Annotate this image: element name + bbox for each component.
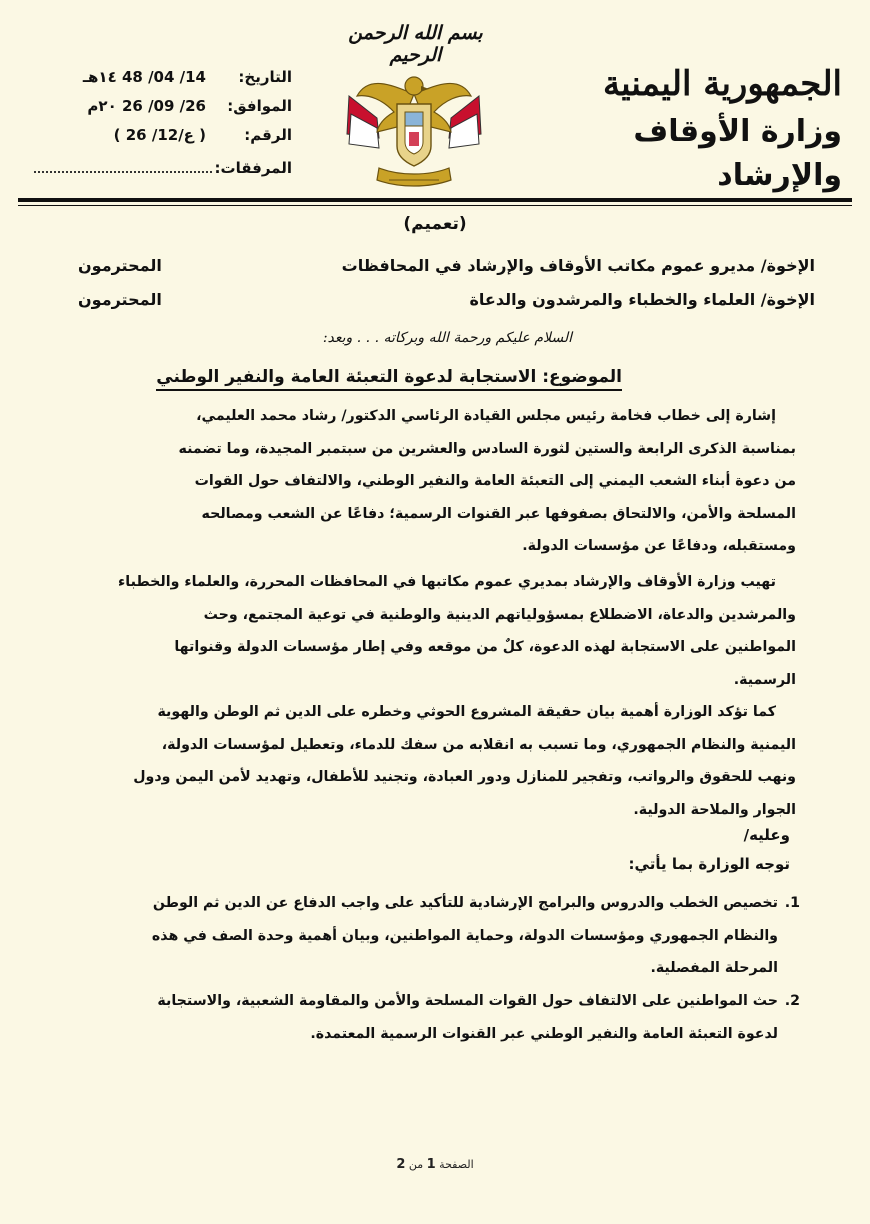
list-number: 1. [784, 895, 800, 911]
list-item-2 [48, 985, 800, 1050]
paragraph-line: الرسمية. [733, 671, 796, 688]
paragraph-2 [50, 566, 796, 696]
attachments-dotted-line [34, 155, 212, 173]
reference-number-row [32, 126, 292, 155]
state-emblem [333, 22, 498, 197]
header-divider-thin [18, 205, 852, 206]
number-label: الرقم: [244, 126, 292, 144]
paragraph-line: بمناسبة الذكرى الرابعة والستين لثورة السادس والعشرين من سبتمبر المجيدة، وما تضمنه [178, 440, 796, 457]
attachments-row [32, 155, 292, 184]
paragraph-line: الجوار والملاحة الدولية. [633, 801, 796, 818]
list-line: والنظام الجمهوري ومؤسسات الدولة، وحماية المواطنين، وبيان أهمية وحدة الصف في هذه [151, 927, 778, 944]
paragraph-line: ومستقبله، ودفاعًا عن مؤسسات الدولة. [522, 538, 796, 554]
letterhead [572, 62, 842, 198]
eagle-emblem-icon [339, 56, 489, 196]
paragraph-line: المسلحة والأمن، والالتحاق بصفوفها عبر القنوات الرسمية؛ دفاعًا عن الشعب ومصالحه [201, 505, 796, 522]
honorific-1: المحترمون [78, 256, 162, 275]
addressee-2: الإخوة/ العلماء والخطباء والمرشدون والدعاة [469, 290, 815, 309]
list-line: حث المواطنين على الالتفاف حول القوات المسلحة والأمن والمقاومة الشعبية، والاستجابة [157, 993, 778, 1009]
page-number [0, 1157, 870, 1172]
list-line: المرحلة المفصلية. [650, 960, 778, 976]
paragraph-line: ونهب للحقوق والرواتب، وتفجير للمنازل ودور العبادة، وتجنيد للأطفال، وتهديد لأمن اليمن ودول [133, 769, 796, 785]
attachments-label: المرفقات: [214, 159, 292, 177]
paragraph-line: تهيب وزارة الأوقاف والإرشاد بمديري عموم مكاتبها في المحافظات المحررة، والعلماء والخطباء [117, 574, 776, 590]
date-label: التاريخ: [238, 68, 292, 86]
list-number: 2. [784, 993, 800, 1009]
ministry-name: وزارة الأوقاف والإرشاد [633, 114, 842, 193]
paragraph-line: كما تؤكد الوزارة أهمية بيان حقيقة المشروع الحوثي وخطره على الدين ثم الوطن والهوية [157, 704, 776, 720]
republic-name: الجمهورية اليمنية [602, 64, 842, 104]
corresponding-label: الموافق: [227, 97, 292, 115]
page-label: الصفحة [439, 1158, 474, 1171]
paragraph-line: المواطنين على الاستجابة لهذه الدعوة، كلٌ من موقعه وفي إطار مؤسسات الدولة وقنواتها [174, 639, 796, 655]
list-line: لدعوة التعبئة العامة والنفير الوطني عبر القنوات الرسمية المعتمدة. [310, 1025, 778, 1042]
date-value: 14/ 04/ 48 ١٤هـ [82, 68, 206, 86]
reference-block [32, 68, 292, 184]
addressee-row-2 [78, 290, 815, 309]
page-total: 2 [396, 1157, 406, 1172]
list-line: تخصيص الخطب والدروس والبرامج الإرشادية للتأكيد على واجب الدفاع عن الدين ثم الوطن [152, 895, 778, 911]
addressee-1: الإخوة/ مديرو عموم مكاتب الأوقاف والإرشاد في المحافظات [341, 256, 815, 275]
date-row [32, 68, 292, 97]
subject-line: الموضوع: الاستجابة لدعوة التعبئة العامة والنفير الوطني [156, 367, 622, 391]
paragraph-3 [50, 696, 796, 826]
paragraph-line: والمرشدين والدعاة، الاضطلاع بمسؤولياتهم الدينية والوطنية في توعية المجتمع، وحث [203, 606, 796, 623]
addressee-row-1 [78, 256, 815, 275]
document-title: (تعميم) [403, 214, 467, 234]
paragraph-line: من دعوة أبناء الشعب اليمني إلى التعبئة العامة والنفير الوطني، والالتفاف حول القوات [194, 473, 796, 489]
signoff: وعليه/ [743, 826, 790, 844]
basmala: بسم الله الرحمن الرحيم [348, 22, 483, 66]
list-text [48, 887, 778, 985]
page-current: 1 [426, 1157, 436, 1172]
list-item-1 [48, 887, 800, 985]
honorific-2: المحترمون [78, 290, 162, 309]
list-text [48, 985, 778, 1050]
greeting: السلام عليكم ورحمة الله وبركاته . . . وبعد: [322, 330, 572, 346]
corresponding-date-row [32, 97, 292, 126]
corresponding-value: 26/ 09/ 26 ٢٠م [87, 97, 206, 115]
paragraph-line: اليمنية والنظام الجمهوري، وما تسبب به انقلابه من سفك للدماء، وتعطيل لمؤسسات الدولة، [161, 736, 796, 753]
number-value: ( ع/12/ 26 ) [113, 126, 206, 144]
paragraph-1 [50, 400, 796, 563]
paragraph-line: إشارة إلى خطاب فخامة رئيس مجلس القيادة الرئاسي الدكتور/ رشاد محمد العليمي، [196, 408, 776, 424]
header-divider [18, 198, 852, 202]
directive: توجه الوزارة بما يأتي: [628, 855, 790, 873]
page-of: من [408, 1158, 424, 1171]
